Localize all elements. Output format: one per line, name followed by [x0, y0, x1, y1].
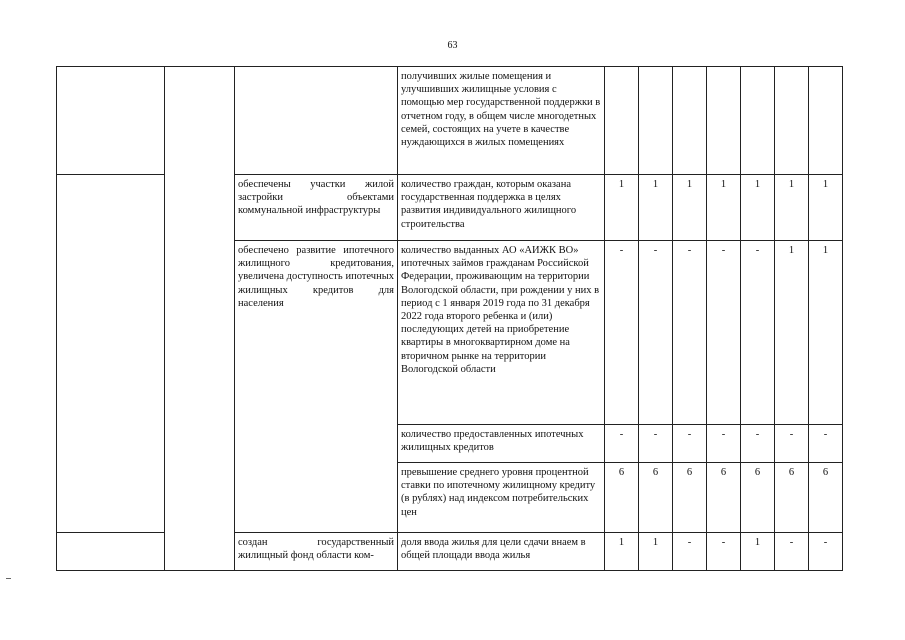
value-cell: -	[707, 425, 741, 463]
result-cell: обеспечены участки жилой застройки объектами коммунальной инфраструктуры	[235, 175, 398, 241]
value-cell: -	[775, 533, 809, 571]
value-cell: 1	[639, 533, 673, 571]
value-cell: 1	[809, 175, 843, 241]
indicator-cell: превышение среднего уровня процентной ставки по ипотечному жилищному кредиту (в рублях) над индексом потребительских цен	[398, 463, 605, 533]
value-cell	[775, 67, 809, 175]
value-cell: -	[775, 425, 809, 463]
goal-cell	[57, 67, 165, 175]
value-cell: 6	[639, 463, 673, 533]
value-cell: -	[639, 425, 673, 463]
value-cell: -	[605, 425, 639, 463]
result-cell: обеспечено развитие ипотечного жилищного кредитования, увеличена доступность ипотечных жилищных кредитов для населения	[235, 241, 398, 533]
value-cell: 1	[707, 175, 741, 241]
indicators-table	[56, 66, 843, 571]
value-cell: 6	[809, 463, 843, 533]
value-cell: 1	[741, 533, 775, 571]
result-cell: создан государственный жилищный фонд области ком-	[235, 533, 398, 571]
value-cell: -	[707, 533, 741, 571]
value-cell: -	[673, 425, 707, 463]
scan-edge-mark	[6, 578, 11, 579]
value-cell: -	[741, 241, 775, 425]
value-cell: 6	[673, 463, 707, 533]
value-cell	[809, 67, 843, 175]
value-cell: -	[707, 241, 741, 425]
goal-cell	[57, 175, 165, 533]
value-cell: 6	[605, 463, 639, 533]
value-cell: 1	[741, 175, 775, 241]
value-cell: 1	[605, 533, 639, 571]
value-cell: -	[673, 241, 707, 425]
indicator-cell: получивших жилые помещения и улучшивших жилищные условия с помощью мер государственной поддержки в отчетном году, в общем числе многодетных семей, состоящих на учете в качестве нуждающихся в жилых помещениях	[398, 67, 605, 175]
page-number: 63	[447, 40, 458, 51]
indicator-cell: количество выданных АО «АИЖК ВО» ипотечных займов гражданам Российской Федерации, проживающим на территории Вологодской области, при рождении у них в период с 1 января 2019 года по 31 декабря 2022 года второго ребенка и (или) последующих детей на приобретение квартиры в многоквартирном доме на вторичном рынке на территории Вологодской области	[398, 241, 605, 425]
value-cell: 6	[741, 463, 775, 533]
indicator-cell: количество граждан, которым оказана государственная поддержка в целях развития индивидуального жилищного строительства	[398, 175, 605, 241]
value-cell: 1	[673, 175, 707, 241]
value-cell: 1	[639, 175, 673, 241]
value-cell: -	[809, 425, 843, 463]
value-cell: 6	[707, 463, 741, 533]
result-cell	[235, 67, 398, 175]
value-cell: -	[605, 241, 639, 425]
value-cell: -	[809, 533, 843, 571]
value-cell	[673, 67, 707, 175]
value-cell: 1	[775, 175, 809, 241]
value-cell	[707, 67, 741, 175]
task-cell	[165, 67, 235, 571]
goal-cell	[57, 533, 165, 571]
indicator-cell: количество предоставленных ипотечных жилищных кредитов	[398, 425, 605, 463]
value-cell: 1	[605, 175, 639, 241]
indicator-cell: доля ввода жилья для цели сдачи внаем в общей площади ввода жилья	[398, 533, 605, 571]
value-cell	[741, 67, 775, 175]
value-cell	[639, 67, 673, 175]
value-cell: -	[673, 533, 707, 571]
value-cell	[605, 67, 639, 175]
value-cell: -	[639, 241, 673, 425]
value-cell: 1	[809, 241, 843, 425]
value-cell: 6	[775, 463, 809, 533]
value-cell: -	[741, 425, 775, 463]
value-cell: 1	[775, 241, 809, 425]
table-row	[57, 67, 843, 175]
